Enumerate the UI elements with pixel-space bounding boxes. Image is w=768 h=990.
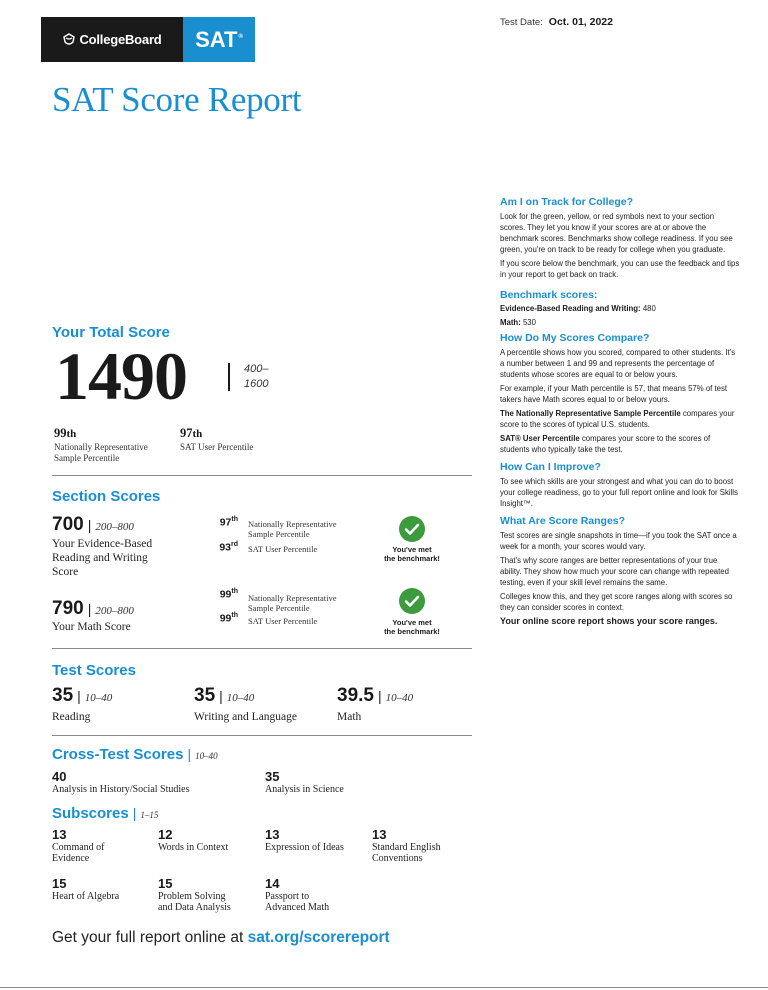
math-benchmark-label <box>372 618 452 636</box>
ebrw-score: 700 <box>52 514 84 535</box>
subscore-label-line2: Advanced Math <box>265 902 330 913</box>
cross-test-history-label: Analysis in History/Social Studies <box>52 784 190 795</box>
cross-test-history <box>52 769 190 795</box>
cross-test-history-score: 40 <box>52 769 67 784</box>
math-test-range: 10–40 <box>385 692 414 704</box>
score-report-link[interactable]: sat.org/scorereport <box>247 929 390 946</box>
on-track-heading: Am I on Track for College? <box>500 196 634 208</box>
test-date-value: Oct. 01, 2022 <box>548 16 613 28</box>
ebrw-nat-percentile-label <box>248 519 337 539</box>
subscore-label-line1: Heart of Algebra <box>52 891 120 902</box>
total-nat-label-line2: Sample Percentile <box>54 453 120 463</box>
benchmark-heading: Benchmark scores: <box>500 289 598 301</box>
benchmark-ebrw-value: 480 <box>642 304 656 313</box>
ebrw-label <box>52 537 152 579</box>
reading-score: 35 <box>52 685 74 706</box>
ebrw-benchmark-line2: the benchmark! <box>384 554 440 563</box>
subscore-label-line1: Standard English <box>372 842 441 853</box>
total-nat-percentile <box>54 424 76 442</box>
subscore-item <box>158 827 228 853</box>
ebrw-score-row: 700 | 200–800 <box>52 514 134 535</box>
improve-paragraph: To see which skills are your strongest and what you can do to boost your college readiness, go to your full report online and look for Skills Insight™. <box>500 477 738 508</box>
ranges-paragraph: Colleges know this, and they get score ranges along with scores so they can consider scores in context. <box>500 592 733 612</box>
math-nat-label-line2: Sample Percentile <box>248 603 310 613</box>
total-user-percentile-suffix: th <box>192 428 203 440</box>
collegeboard-sat-logo <box>41 17 255 62</box>
user-percentile-definition: compares your score to the scores of students who typically take the test. <box>500 434 711 454</box>
ranges-heading: What Are Score Ranges? <box>500 515 626 527</box>
subscore-value: 14 <box>265 876 280 891</box>
ebrw-user-percentile <box>210 541 238 554</box>
writing-range: 10–40 <box>226 692 255 704</box>
subscore-label-line1: Expression of Ideas <box>265 842 344 853</box>
test-scores-heading: Test Scores <box>52 662 136 679</box>
sat-wordmark: SAT <box>195 26 238 52</box>
reading-range: 10–40 <box>84 692 113 704</box>
math-range: 200–800 <box>95 605 134 617</box>
section-scores-heading: Section Scores <box>52 488 161 505</box>
total-user-percentile <box>180 424 202 442</box>
subscore-label-line1: Command of <box>52 842 105 853</box>
subscore-label-line2: and Data Analysis <box>158 902 231 913</box>
total-user-percentile-label: SAT User Percentile <box>180 442 254 452</box>
benchmark-check-icon <box>399 516 425 542</box>
ranges-paragraph: That's why score ranges are better representations of your true ability. They show how much your score can change with repeated testing, even if your skill level remains the same. <box>500 556 729 587</box>
benchmark-ebrw <box>500 303 740 314</box>
math-label: Your Math Score <box>52 621 131 633</box>
math-score-row: 790 | 200–800 <box>52 598 134 619</box>
cross-test-science-score: 35 <box>265 769 280 784</box>
total-user-percentile-value: 97 <box>180 426 193 440</box>
registered-mark: ® <box>238 33 243 40</box>
ebrw-user-percentile-label: SAT User Percentile <box>248 544 318 554</box>
compare-paragraph: A percentile shows how you scored, compared to other students. It's a number between 1 and 99 and represents the percentage of students whose scores are equal to or below yours. <box>500 348 736 379</box>
subscore-value: 13 <box>372 827 387 842</box>
divider <box>52 475 472 476</box>
cross-test-science-label: Analysis in Science <box>265 784 344 795</box>
user-percentile-term: SAT® User Percentile <box>500 434 580 443</box>
ebrw-nat-pct-value: 97 <box>219 516 232 529</box>
subscore-item <box>372 827 441 864</box>
subscore-label-line1: Passport to <box>265 891 310 902</box>
math-test-label: Math <box>337 711 362 723</box>
test-date-label: Test Date: <box>500 17 543 28</box>
subscore-item <box>265 876 329 913</box>
benchmark-check-icon <box>399 588 425 614</box>
subscore-item <box>265 827 344 853</box>
subscore-value: 15 <box>158 876 173 891</box>
subscore-item <box>52 827 105 864</box>
footer-text: Get your full report online at <box>52 929 248 946</box>
total-score: 1490 <box>55 338 187 414</box>
benchmark-math-value: 530 <box>522 318 536 327</box>
cross-test-range: 10–40 <box>195 751 218 761</box>
total-score-heading: Your Total Score <box>52 324 170 341</box>
test-score-math: 39.5 | 10–40 Math <box>337 685 414 723</box>
page-bottom-rule <box>0 987 768 988</box>
total-nat-label-line1: Nationally Representative <box>54 442 148 452</box>
ebrw-label-line1: Your Evidence-Based <box>52 538 153 550</box>
test-date <box>500 16 613 28</box>
reading-label: Reading <box>52 711 91 723</box>
on-track-paragraph: Look for the green, yellow, or red symbols next to your section scores. They let you know if your scores are at or above the benchmark scores. Benchmarks show college readiness. If you see green, you're on track to be ready for college when you graduate. <box>500 212 733 254</box>
ebrw-label-line3: Score <box>52 566 79 578</box>
subscore-label-line2: Evidence <box>52 853 90 864</box>
test-score-reading: 35 | 10–40 Reading <box>52 685 113 723</box>
subscore-label-line2: Conventions <box>372 853 423 864</box>
page-title: SAT Score Report <box>52 80 302 119</box>
subscore-label-line1: Problem Solving <box>158 891 226 902</box>
cross-test-science <box>265 769 344 795</box>
cross-test-heading: Cross-Test Scores <box>52 746 184 763</box>
ebrw-nat-label-line1: Nationally Representative <box>248 519 337 529</box>
sidebar-info <box>500 196 750 627</box>
ebrw-range: 200–800 <box>95 521 134 533</box>
benchmark-math <box>500 317 740 328</box>
ranges-paragraph: Test scores are single snapshots in time—if you took the SAT once a week for a month, your scores would vary. <box>500 531 737 551</box>
subscores-heading: Subscores <box>52 805 129 822</box>
ebrw-nat-percentile <box>210 516 238 529</box>
compare-heading: How Do My Scores Compare? <box>500 332 650 344</box>
total-nat-percentile-label <box>54 442 148 464</box>
subscore-item <box>158 876 231 913</box>
math-benchmark-line1: You've met <box>392 618 432 627</box>
total-range-top: 400– <box>244 363 269 375</box>
divider <box>52 648 472 649</box>
improve-heading: How Can I Improve? <box>500 461 601 473</box>
footer-full-report <box>52 929 390 947</box>
on-track-paragraph: If you score below the benchmark, you can use the feedback and tips in your report to get back on track. <box>500 259 740 279</box>
subscore-value: 15 <box>52 876 67 891</box>
math-nat-label-line1: Nationally Representative <box>248 593 337 603</box>
benchmark-math-label: Math: <box>500 318 521 327</box>
math-benchmark-line2: the benchmark! <box>384 627 440 636</box>
test-score-writing: 35 | 10–40 Writing and Language <box>194 685 298 723</box>
writing-score: 35 <box>194 685 216 706</box>
cross-test-heading-row: Cross-Test Scores | 10–40 <box>52 746 218 763</box>
divider <box>52 735 472 736</box>
ebrw-benchmark-label <box>372 545 452 563</box>
ranges-paragraph-bold: Your online score report shows your score ranges. <box>500 616 718 626</box>
math-user-pct-suffix: th <box>231 612 238 619</box>
compare-paragraph: For example, if your Math percentile is 57, that means 57% of test takers have Math scores equal to or below yours. <box>500 384 728 404</box>
math-user-percentile <box>210 612 238 625</box>
subscore-value: 13 <box>265 827 280 842</box>
sat-logo <box>183 17 255 62</box>
nat-sample-term: The Nationally Representative Sample Percentile <box>500 409 681 418</box>
subscores-range: 1–15 <box>140 810 159 820</box>
subscore-item <box>52 876 119 902</box>
subscores-heading-row: Subscores | 1–15 <box>52 805 159 822</box>
subscore-label-line1: Words in Context <box>158 842 229 853</box>
ebrw-benchmark-line1: You've met <box>392 545 432 554</box>
ebrw-nat-label-line2: Sample Percentile <box>248 529 310 539</box>
subscore-value: 13 <box>52 827 67 842</box>
collegeboard-logo <box>41 17 183 62</box>
total-range-bottom: 1600 <box>244 378 269 390</box>
math-nat-percentile-label <box>248 593 337 613</box>
total-score-range <box>244 362 268 392</box>
compare-paragraph <box>500 408 740 430</box>
collegeboard-wordmark: CollegeBoard <box>79 32 162 47</box>
math-user-pct-value: 99 <box>219 612 232 625</box>
math-test-score: 39.5 <box>337 685 374 706</box>
compare-paragraph <box>500 433 740 455</box>
math-nat-pct-suffix: th <box>231 588 238 595</box>
math-nat-percentile <box>210 588 238 601</box>
total-score-divider <box>228 363 230 391</box>
math-score: 790 <box>52 598 84 619</box>
total-nat-percentile-suffix: th <box>66 428 77 440</box>
acorn-icon <box>62 33 76 47</box>
nat-sample-definition: compares your score to the scores of typical U.S. students. <box>500 409 735 429</box>
ebrw-user-pct-suffix: rd <box>231 541 238 548</box>
math-user-percentile-label: SAT User Percentile <box>248 616 318 626</box>
benchmark-ebrw-label: Evidence-Based Reading and Writing: <box>500 304 641 313</box>
ebrw-label-line2: Reading and Writing <box>52 552 148 564</box>
ebrw-nat-pct-suffix: th <box>231 516 238 523</box>
subscore-value: 12 <box>158 827 173 842</box>
math-nat-pct-value: 99 <box>219 588 232 601</box>
total-nat-percentile-value: 99 <box>54 426 67 440</box>
ebrw-user-pct-value: 93 <box>219 541 231 554</box>
writing-label: Writing and Language <box>194 711 298 723</box>
